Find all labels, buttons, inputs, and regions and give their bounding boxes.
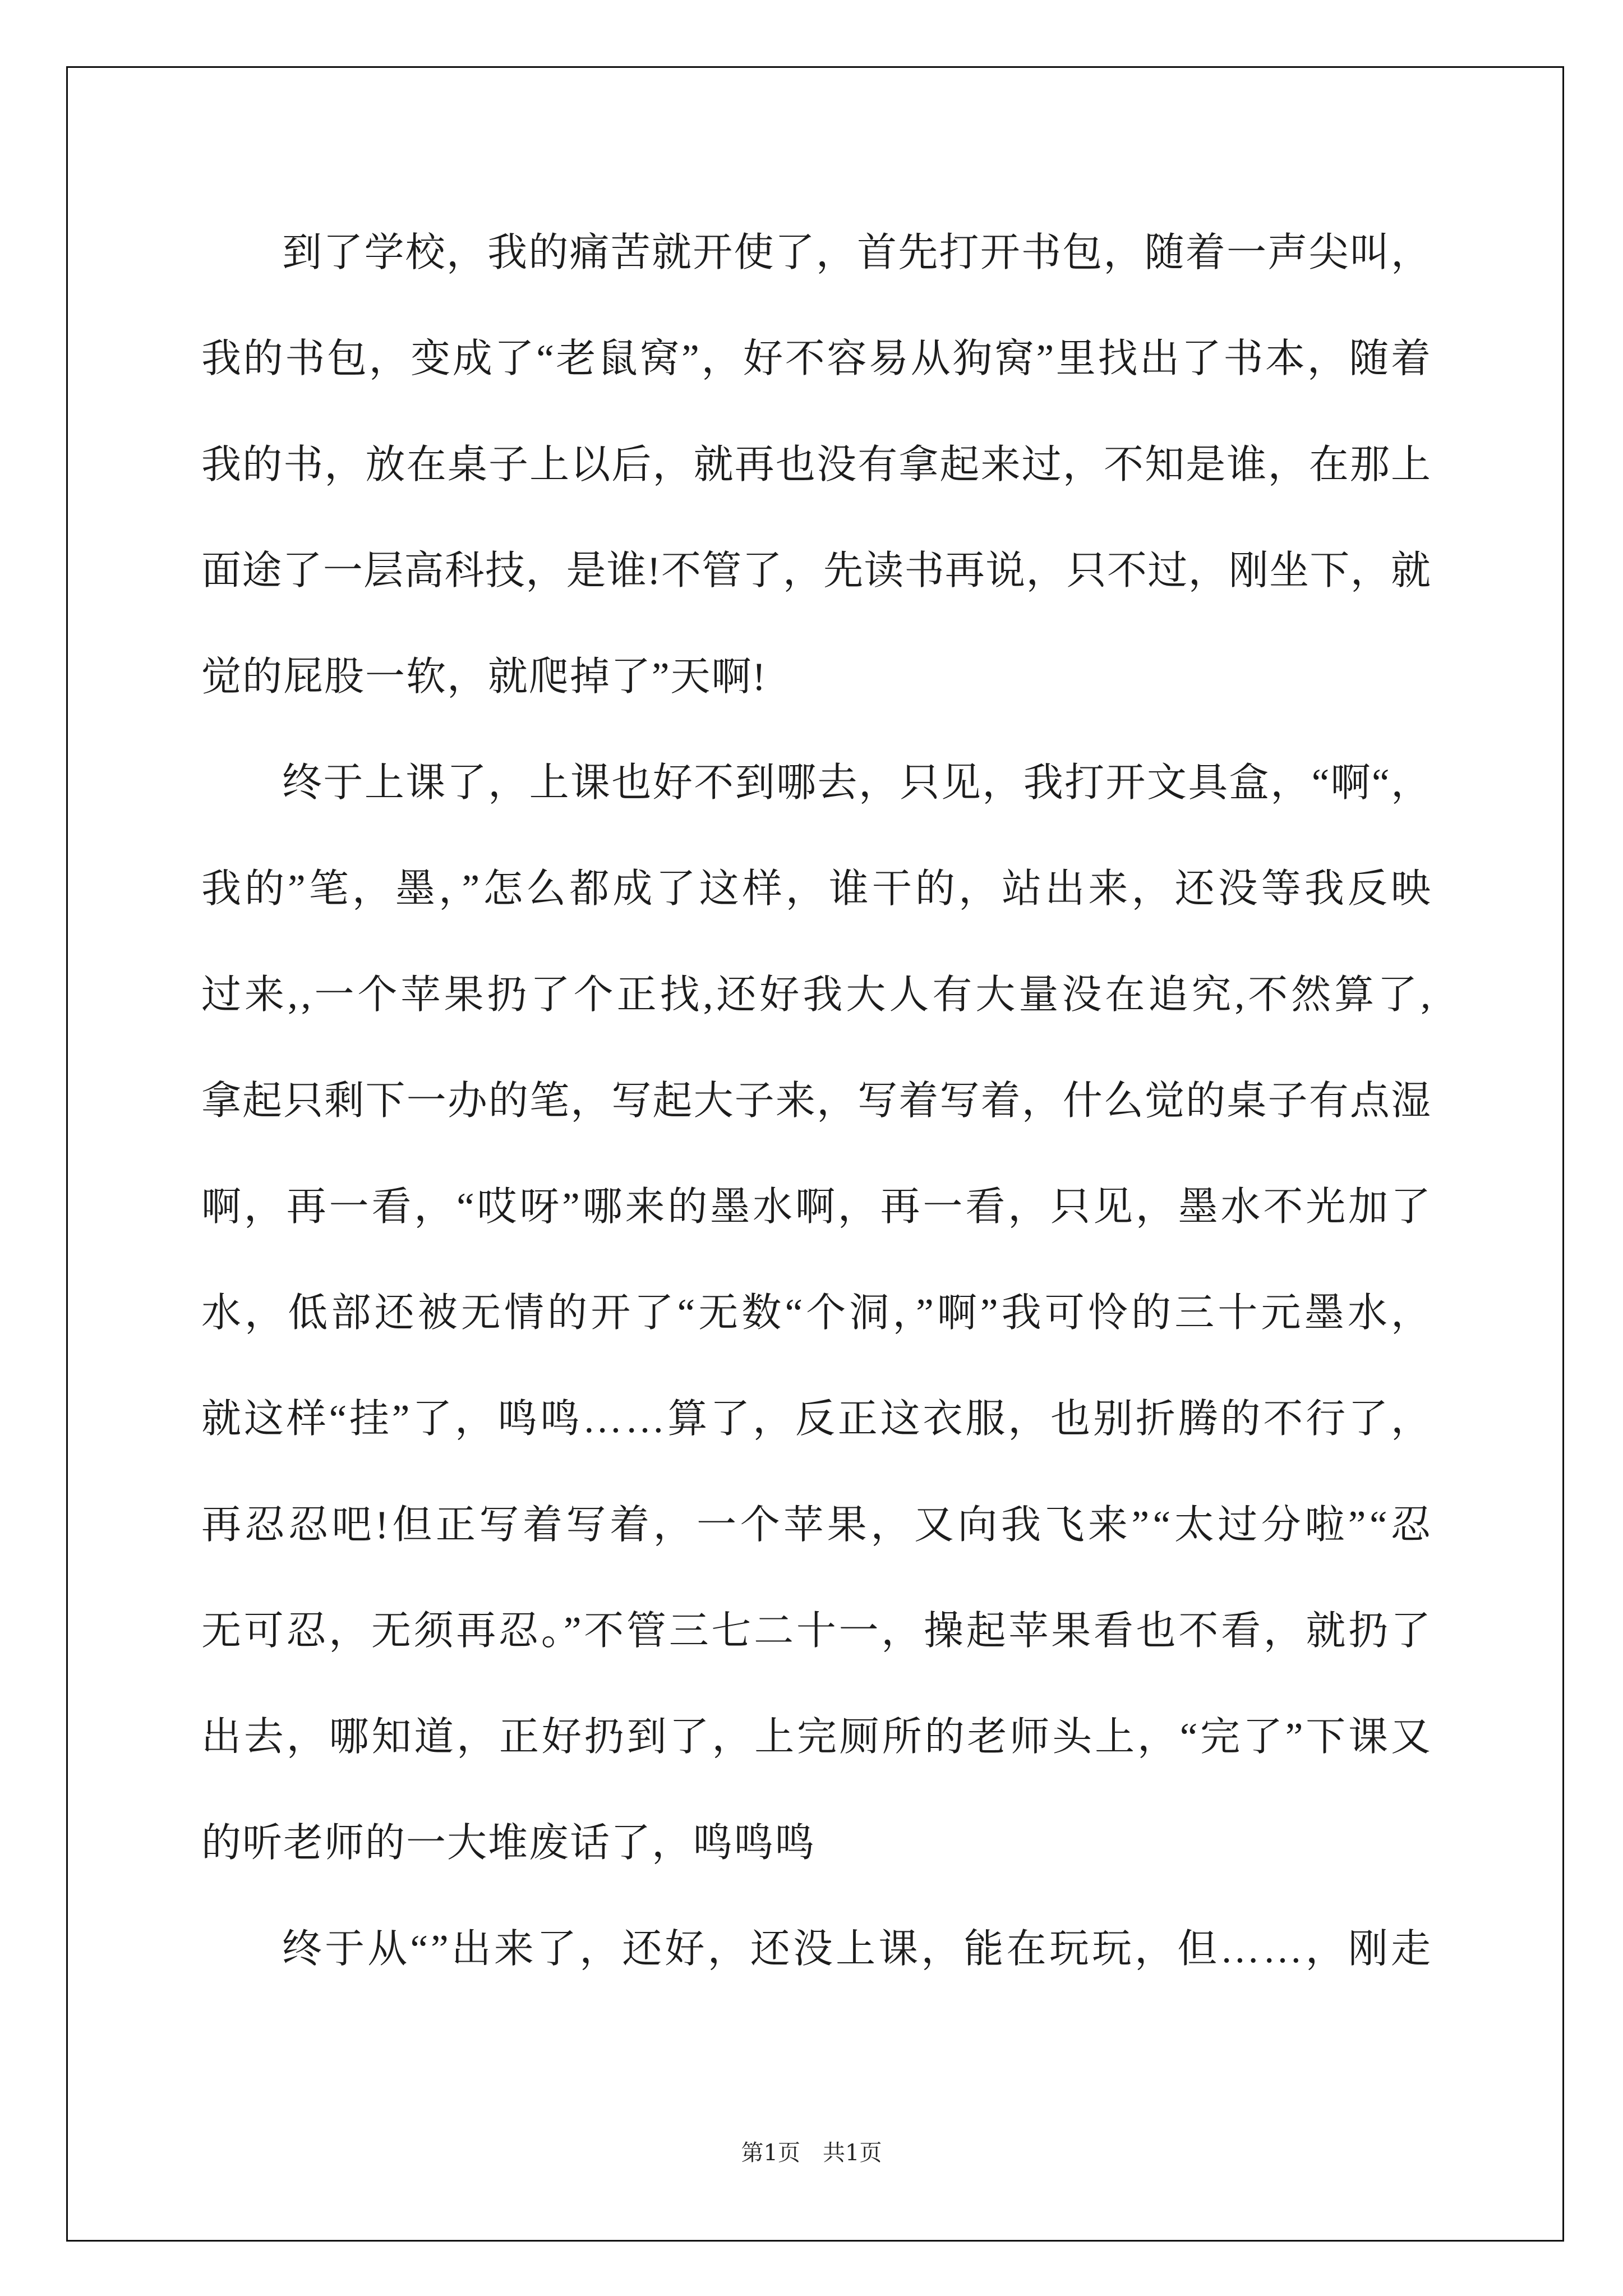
- text-line-content: 到了学校，我的痛苦就开使了，首先打开书包，随着一声尖叫，: [282, 231, 1432, 275]
- text-line-content: 无可忍，无须再忍。”不管三七二十一，操起苹果看也不看，就扔了: [201, 1609, 1433, 1653]
- document-body: [201, 200, 1435, 2003]
- text-line: [201, 412, 1431, 518]
- page-number: 第1页 共1页: [741, 2140, 882, 2166]
- text-line: [201, 200, 1431, 306]
- text-line-content: 过来,,一个苹果扔了个正找,还好我大人有大量没在追究,不然算了,: [201, 973, 1434, 1017]
- text-line-content: 终于从“”出来了，还好，还没上课，能在玩玩，但……，刚走: [282, 1927, 1434, 1971]
- text-line: [201, 1260, 1435, 1366]
- text-line-content: 我的”笔，墨，”怎么都成了这样，谁干的，站出来，还没等我反映: [201, 867, 1435, 911]
- text-line: [201, 1791, 1431, 1897]
- paragraph-3: [201, 1897, 1434, 2003]
- text-line: [201, 1473, 1435, 1579]
- text-line: [201, 1154, 1431, 1260]
- text-line: [201, 624, 1431, 730]
- text-line-content: 觉的屁股一软，就爬掉了”天啊!: [201, 655, 767, 699]
- text-line: [201, 1897, 1434, 2003]
- text-line-content: 啊，再一看，“哎呀”哪来的墨水啊，再一看，只见，墨水不光加了: [201, 1185, 1433, 1229]
- paragraph-2: [201, 730, 1435, 1897]
- text-line-content: 我的书，放在桌子上以后，就再也没有拿起来过，不知是谁，在那上: [201, 443, 1432, 487]
- text-line: [201, 730, 1431, 836]
- text-line: [201, 1366, 1431, 1473]
- text-line: [201, 942, 1434, 1048]
- text-line-content: 就这样“挂”了，鸣鸣……算了，反正这衣服，也别折腾的不行了，: [201, 1397, 1433, 1441]
- text-line: [201, 1048, 1431, 1154]
- text-line-content: 的听老师的一大堆废话了，鸣鸣鸣: [201, 1821, 816, 1865]
- text-line-content: 面途了一层高科技，是谁!不管了，先读书再说，只不过，刚坐下，就: [201, 549, 1432, 593]
- text-line: [201, 518, 1431, 624]
- text-line: [201, 306, 1431, 412]
- text-line-content: 我的书包，变成了“老鼠窝”，好不容易从狗窝”里找出了书本，随着: [201, 337, 1433, 381]
- text-line: [201, 1685, 1431, 1791]
- text-line-content: 拿起只剩下一办的笔，写起大子来，写着写着，什么觉的桌子有点湿: [201, 1079, 1432, 1123]
- text-line-content: 终于上课了，上课也好不到哪去，只见，我打开文具盒，“啊“，: [282, 761, 1432, 805]
- text-line-content: 水，低部还被无情的开了“无数“个洞，”啊”我可怜的三十元墨水，: [201, 1291, 1435, 1335]
- page-footer: [0, 2140, 1623, 2166]
- text-line: [201, 1579, 1431, 1685]
- paragraph-1: [201, 200, 1431, 730]
- text-line: [201, 836, 1435, 942]
- text-line-content: 出去，哪知道，正好扔到了，上完厕所的老师头上，“完了”下课又: [201, 1715, 1433, 1759]
- text-line-content: 再忍忍吧!但正写着写着，一个苹果，又向我飞来”“太过分啦”“忍: [201, 1503, 1435, 1547]
